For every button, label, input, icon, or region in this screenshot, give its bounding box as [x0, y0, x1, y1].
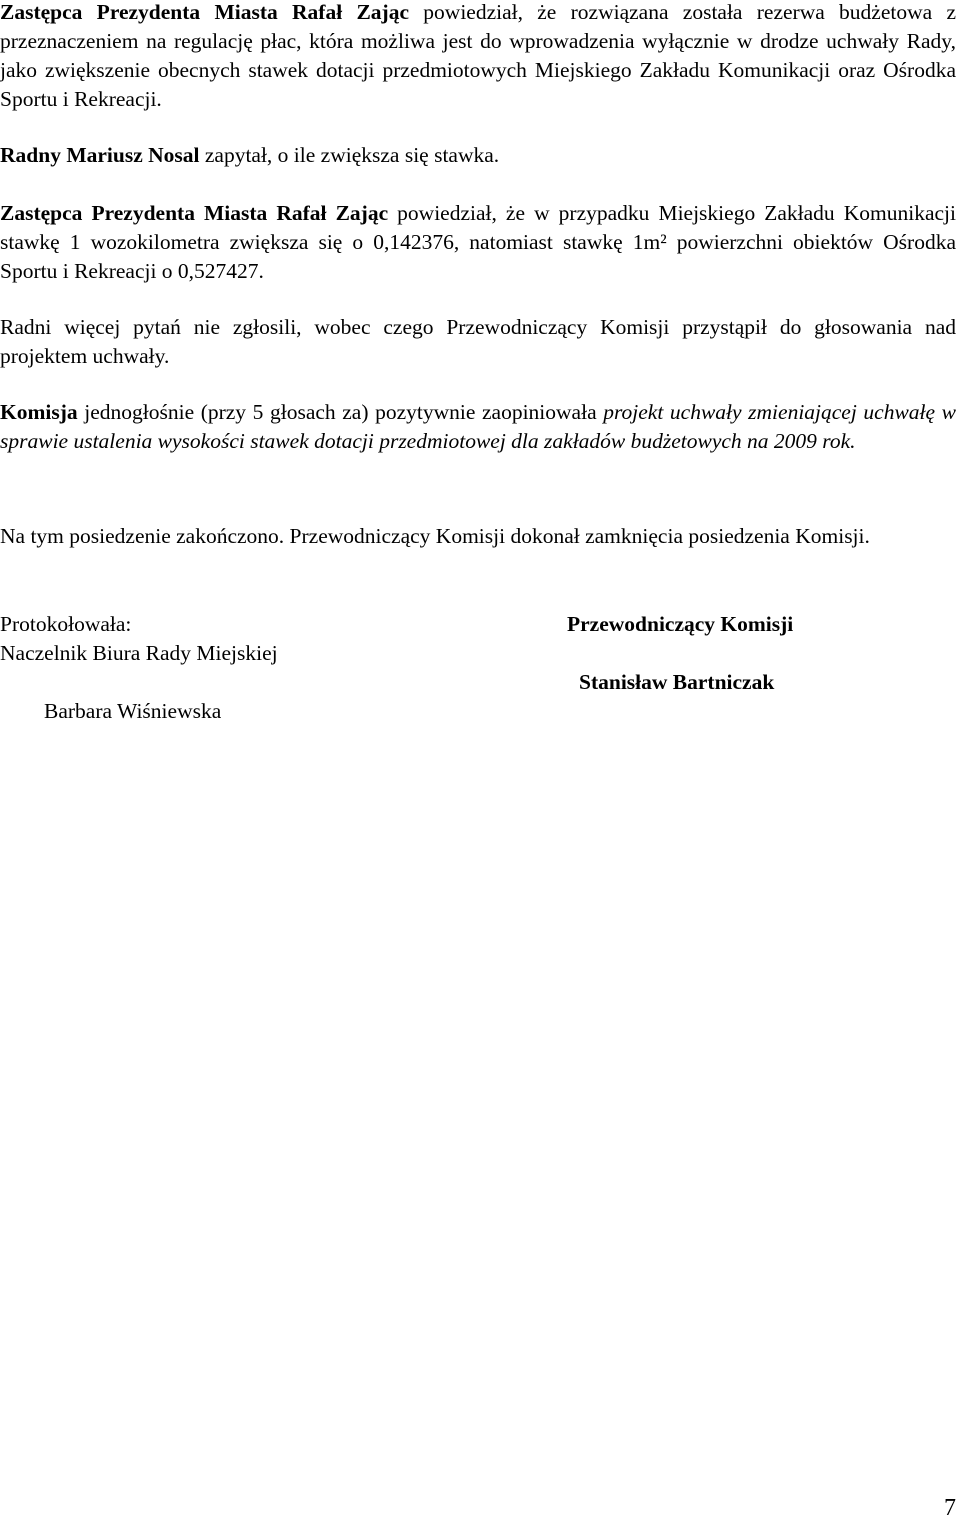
recorder-role: Naczelnik Biura Rady Miejskiej: [0, 641, 278, 665]
paragraph-text: Na tym posiedzenie zakończono. Przewodniczący Komisji dokonał zamknięcia posiedzenia Komisji.: [0, 524, 870, 548]
paragraph-text: powiedział, że w przypadku Miejskiego Zakładu Komunikacji stawkę 1 wozokilometra zwiększa się o 0,142376, natomiast stawkę 1m² powierzchni obiektów Ośrodka Sportu i Rekreacji o 0,527427.: [0, 201, 956, 283]
speaker-name: Komisja: [0, 400, 78, 424]
chairman-role: Przewodniczący Komisji: [567, 612, 794, 636]
speaker-name: Zastępca Prezydenta Miasta Rafał Zając: [0, 201, 389, 225]
paragraph-no-more-questions: [0, 313, 956, 371]
resolution-title: projekt uchwały zmieniającej uchwałę w sprawie ustalenia wysokości stawek dotacji przedmiotowej dla zakładów budżetowych na 2009 rok.: [0, 400, 956, 453]
recorder-label: Protokołowała:: [0, 612, 132, 636]
paragraph-closing: [0, 522, 956, 551]
page-number: 7: [944, 1495, 956, 1521]
signature-block-chairman: [567, 610, 927, 697]
signature-block-recorder: [0, 610, 420, 726]
paragraph-deputy-mayor-statement-1: [0, 0, 956, 114]
paragraph-text: Radni więcej pytań nie zgłosili, wobec czego Przewodniczący Komisji przystąpił do głosowania nad projektem uchwały.: [0, 315, 956, 368]
paragraph-deputy-mayor-statement-2: [0, 199, 956, 286]
paragraph-commission-vote: [0, 398, 956, 456]
paragraph-text: jednogłośnie (przy 5 głosach za) pozytywnie zaopiniowała: [77, 400, 604, 424]
speaker-name: Zastępca Prezydenta Miasta Rafał Zając: [0, 0, 410, 24]
chairman-name: Stanisław Bartniczak: [579, 670, 775, 694]
recorder-name: Barbara Wiśniewska: [44, 699, 222, 723]
paragraph-councillor-question: [0, 141, 956, 170]
speaker-name: Radny Mariusz Nosal: [0, 143, 200, 167]
paragraph-text: powiedział, że rozwiązana została rezerwa budżetowa z przeznaczeniem na regulację płac, która możliwa jest do wprowadzenia wyłącznie w drodze uchwały Rady, jako zwiększenie obecnych stawek dotacji przedmiotowych Miejskiego Zakładu Komunikacji oraz Ośrodka Sportu i Rekreacji.: [0, 0, 956, 111]
paragraph-text: zapytał, o ile zwiększa się stawka.: [199, 143, 500, 167]
